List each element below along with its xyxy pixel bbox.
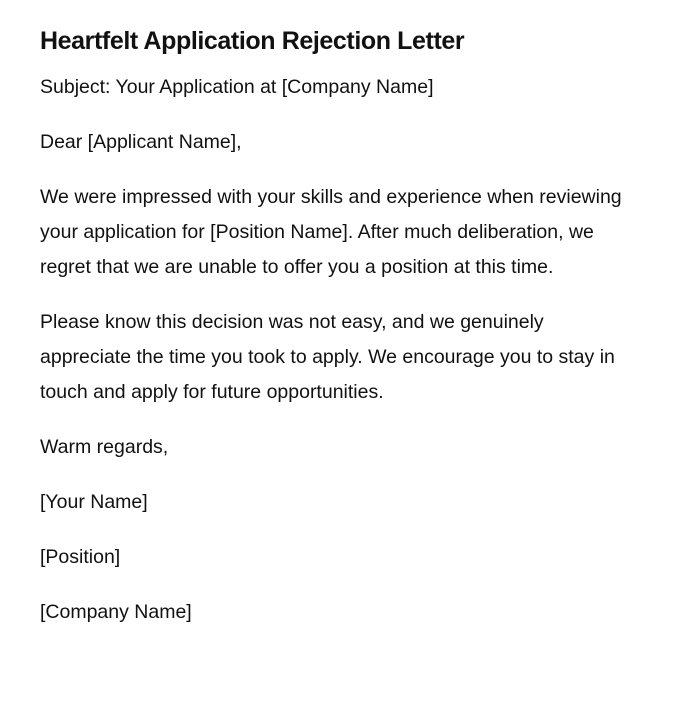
letter-title: Heartfelt Application Rejection Letter <box>40 27 465 55</box>
signature-position: [Position] <box>40 546 121 568</box>
signature-company: [Company Name] <box>40 601 192 623</box>
closing: Warm regards, <box>40 436 169 458</box>
body-paragraph: We were impressed with your skills and experience when reviewing your application for [Position Name]. After much deliberation, we regret that we are unable to offer you a position at this time. <box>40 186 622 278</box>
subject-line: Subject: Your Application at [Company Name] <box>40 76 434 98</box>
greeting: Dear [Applicant Name], <box>40 131 242 153</box>
signature-name: [Your Name] <box>40 491 148 513</box>
body-paragraph: Please know this decision was not easy, and we genuinely appreciate the time you took to apply. We encourage you to stay in touch and apply for future opportunities. <box>40 311 615 403</box>
letter <box>40 26 640 650</box>
